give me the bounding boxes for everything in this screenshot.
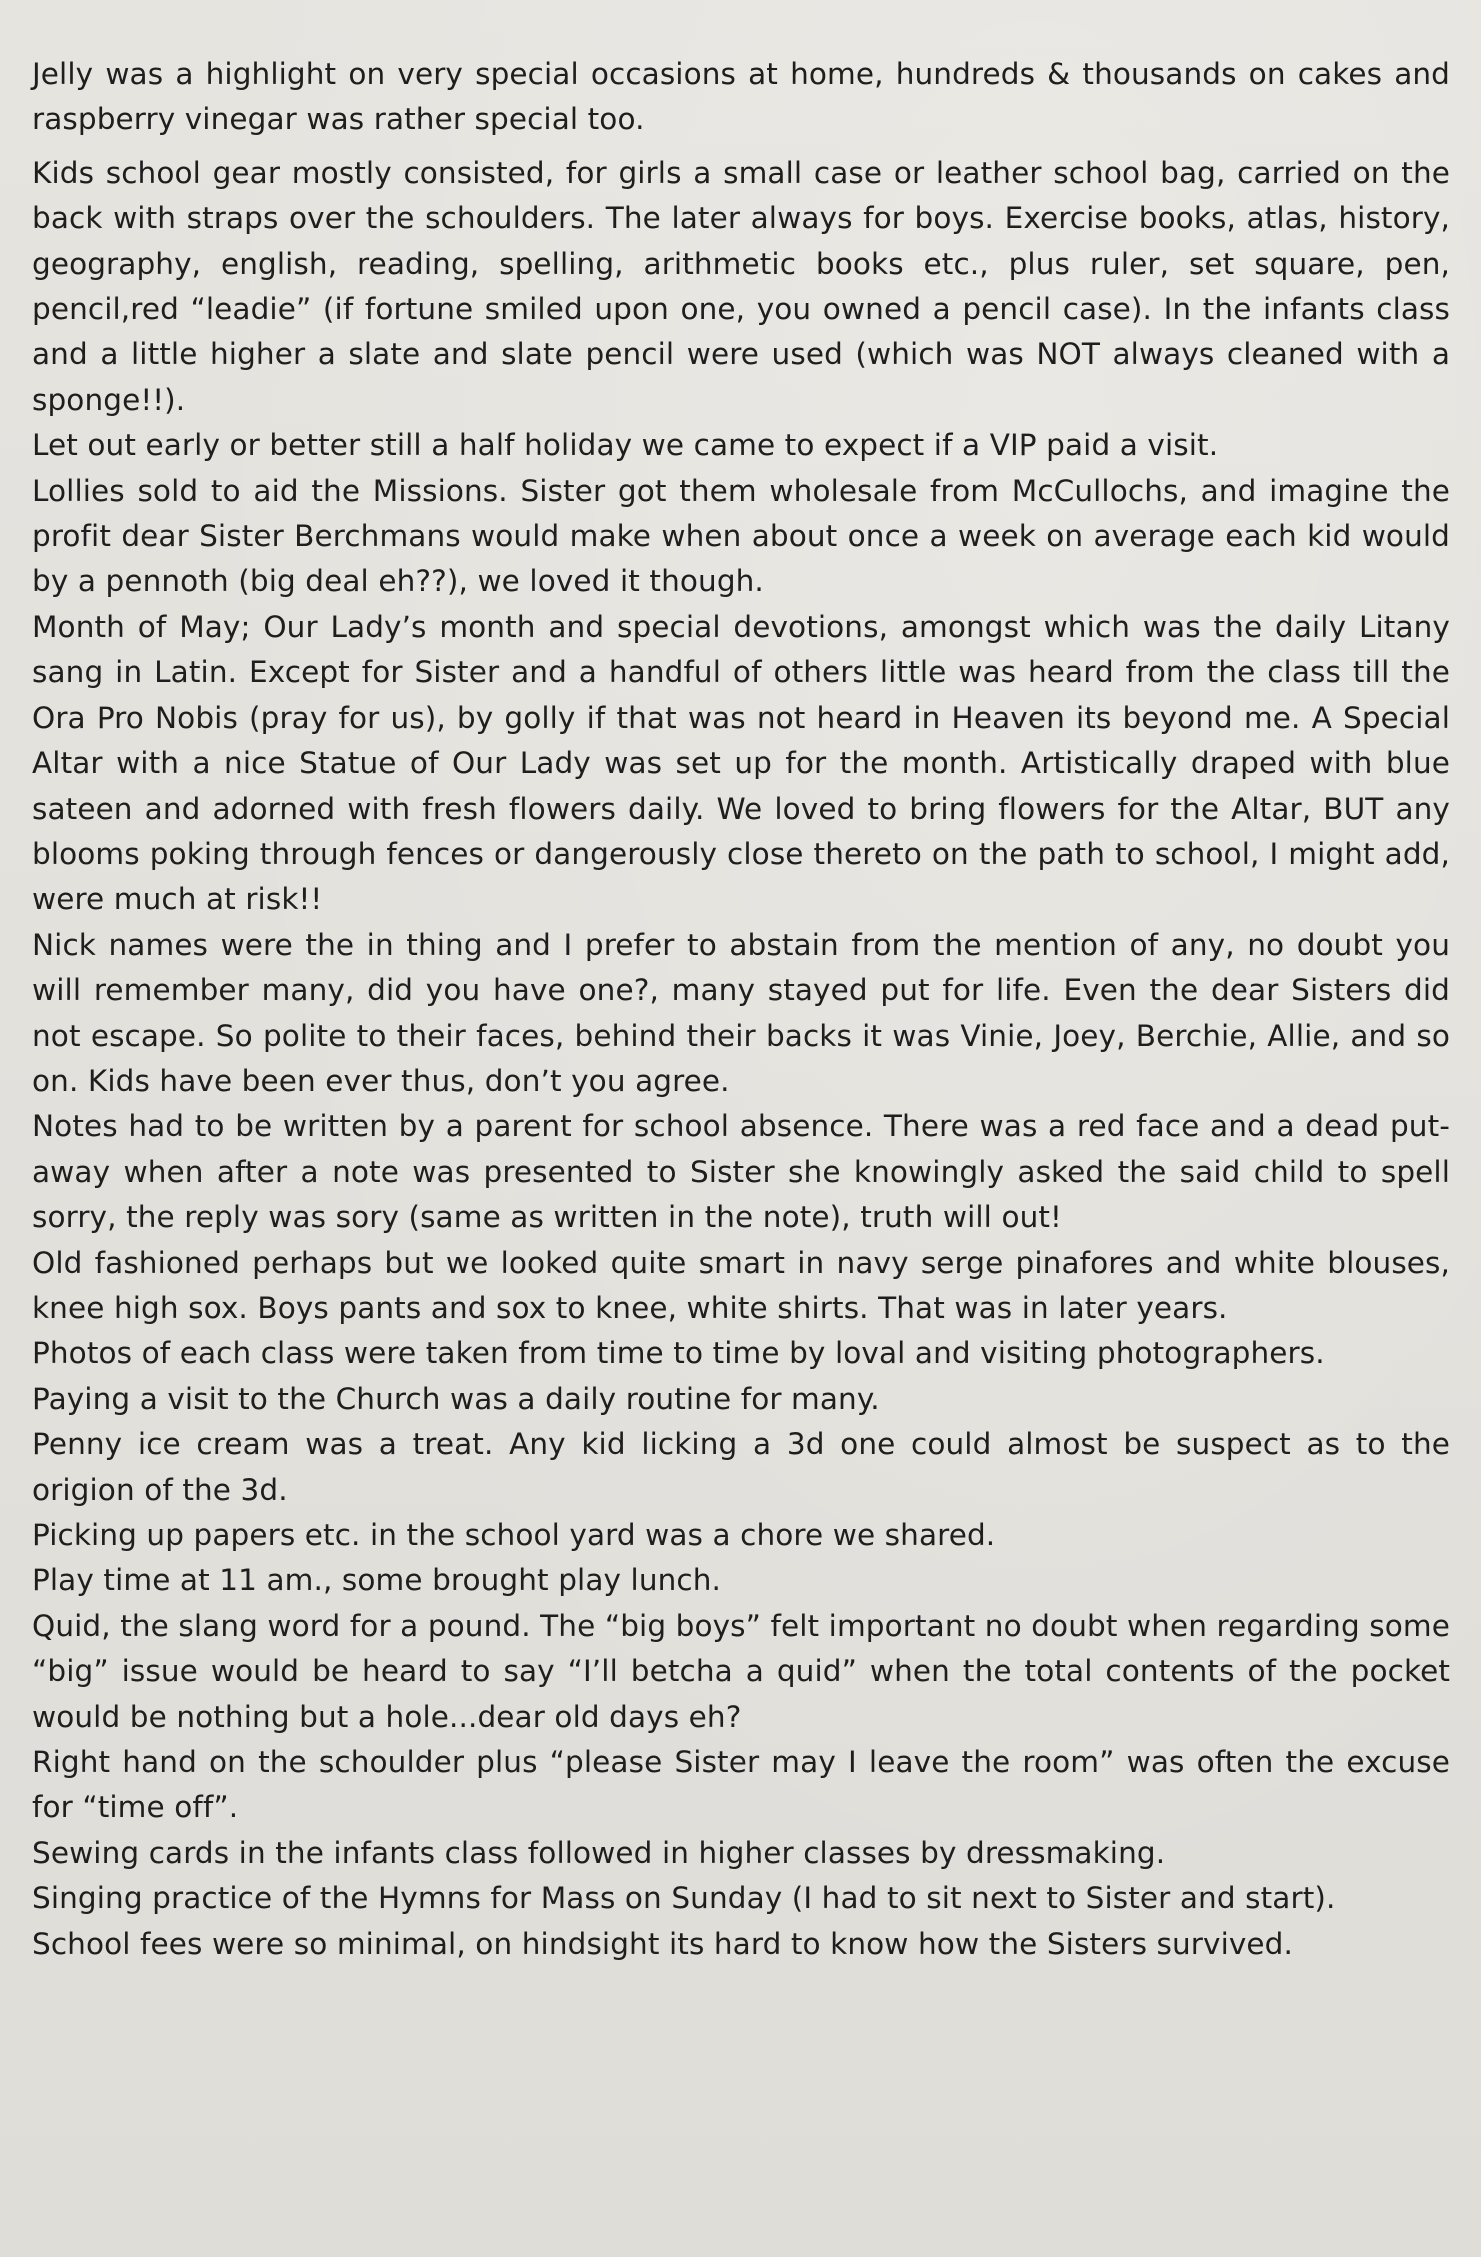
paragraph-half-holiday: Let out early or better still a half holiday we came to expect if a VIP paid a visit. — [32, 428, 1219, 463]
paragraph-picking-papers: Picking up papers etc. in the school yard was a chore we shared. — [32, 1518, 996, 1552]
paragraph-month-of-may: Month of May; Our Lady’s month and special devotions, amongst which was the daily Litany sang in Latin. Except for Sister and a handful of others little was heard from the class till the Ora Pro Nobis (pray for us), by golly if that was not heard in Heaven its beyond me. A Special Altar with a nice Statue of Our Lady was set up for the month. Artistically draped with blue sateen and adorned with fresh flowers daily. We loved to bring flowers for the Altar, BUT any blooms poking through fences or dangerously close thereto on the path to school, I might add, were much at risk!! — [32, 609, 1450, 917]
paragraph-photos: Photos of each class were taken from time to time by loval and visiting photographers. — [32, 1336, 1325, 1371]
paragraph-nick-names: Nick names were the in thing and I prefer to abstain from the mention of any, no doubt you will remember many, did you have one?, many stayed put for life. Even the dear Sisters did not escape. So polite to their faces, behind their backs it was Vinie, Joey, Berchie, Allie, and so on. Kids have been ever thus, don’t you agree. — [32, 927, 1450, 1098]
paragraph-jelly: Jelly was a highlight on very special occasions at home, hundreds & thousands on cakes and raspberry vinegar was rather special too. — [32, 57, 1450, 137]
paragraph-church-visit: Paying a visit to the Church was a daily routine for many. — [32, 1381, 880, 1416]
paragraph-right-hand: Right hand on the schoulder plus “please Sister may I leave the room” was often the excuse for “time off”. — [32, 1745, 1450, 1825]
paragraph-ice-cream: Penny ice cream was a treat. Any kid licking a 3d one could almost be suspect as to the origion of the 3d. — [32, 1427, 1450, 1507]
paragraph-school-fees: School fees were so minimal, on hindsight its hard to know how the Sisters survived. — [32, 1926, 1293, 1961]
paragraph-sewing-cards: Sewing cards in the infants class followed in higher classes by dressmaking. — [32, 1835, 1166, 1870]
paragraph-singing-practice: Singing practice of the Hymns for Mass on Sunday (I had to sit next to Sister and start). — [32, 1881, 1336, 1916]
paragraph-play-time: Play time at 11 am., some brought play lunch. — [32, 1563, 722, 1598]
paragraph-uniforms: Old fashioned perhaps but we looked quite smart in navy serge pinafores and white blouses, knee high sox. Boys pants and sox to knee, white shirts. That was in later years. — [32, 1245, 1450, 1325]
paragraph-quid: Quid, the slang word for a pound. The “big boys” felt important no doubt when regarding some “big” issue would be heard to say “I’ll betcha a quid” when the total contents of the pocket would be nothing but a hole...dear old days eh? — [32, 1608, 1450, 1734]
text-column — [32, 52, 1450, 1967]
paragraph-school-gear: Kids school gear mostly consisted, for girls a small case or leather school bag, carried on the back with straps over the schoulders. The later always for boys. Exercise books, atlas, history, geography, english, reading, spelling, arithmetic books etc., plus ruler, set square, pen, pencil,red “leadie” (if fortune smiled upon one, you owned a pencil case). In the infants class and a little higher a slate and slate pencil were used (which was NOT always cleaned with a sponge!!). — [32, 155, 1450, 417]
paragraph-lollies: Lollies sold to aid the Missions. Sister got them wholesale from McCullochs, and imagine the profit dear Sister Berchmans would make when about once a week on average each kid would by a pennoth (big deal eh??), we loved it though. — [32, 473, 1450, 599]
paragraph-notes: Notes had to be written by a parent for school absence. There was a red face and a dead put-away when after a note was presented to Sister she knowingly asked the said child to spell sorry, the reply was sory (same as written in the note), truth will out! — [32, 1109, 1450, 1235]
